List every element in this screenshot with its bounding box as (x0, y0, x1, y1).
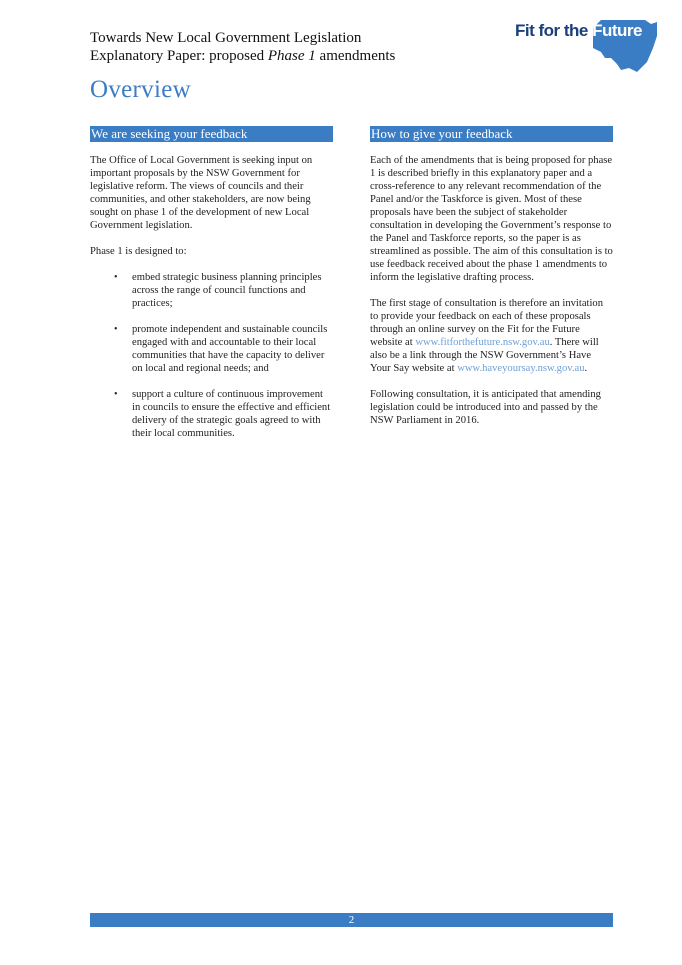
right-section-heading: How to give your feedback (370, 126, 613, 142)
logo-text-part1: Fit for the (515, 21, 593, 40)
bullet-glyph: • (114, 324, 118, 335)
page-footer (90, 913, 613, 927)
left-paragraph-2: Phase 1 is designed to: (90, 246, 187, 257)
list-item (90, 271, 333, 310)
right-paragraph-2-text-b: . There will also be a link through the NSW Government’s Have Your Say website at (370, 337, 599, 374)
list-item-text: support a culture of continuous improvement in councils to ensure the effective and efficient delivery of the strategic goals agreed to with their local communities. (132, 389, 331, 439)
header-title (90, 29, 361, 47)
header-title-text: Towards New Local Government Legislation (90, 30, 362, 46)
list-item-text: embed strategic business planning principles across the range of council functions and practices; (132, 272, 322, 309)
right-paragraph-3: Following consultation, it is anticipated that amending legislation could be introduced into and passed by the NSW Parliament in 2016. (370, 389, 601, 426)
right-paragraph-2-text-c: . (584, 363, 588, 374)
left-section-heading: We are seeking your feedback (90, 126, 333, 142)
bullet-glyph: • (114, 272, 118, 283)
fit-for-the-future-logo (515, 18, 657, 76)
list-item (90, 388, 333, 440)
bullet-glyph: • (114, 389, 118, 400)
phase-goals-list (90, 271, 333, 440)
header-subtitle-italic: Phase 1 (267, 48, 316, 64)
right-paragraph-2-text-a: The first stage of consultation is therefore an invitation to provide your feedback on each of these proposals through an online survey on the Fit for the Future website at (370, 298, 603, 348)
page-title: Overview (90, 76, 191, 103)
right-paragraph-1: Each of the amendments that is being proposed for phase 1 is described briefly in this explanatory paper and a cross-reference to any relevant recommendation of the Panel and/or the Taskforce is given. Most of these proposals have been the subject of stakeholder consultation in developing the Government’s response to the Panel and Taskforce reports, so the paper is as streamlined as possible. The aim of this consultation is to use feedback received about the phase 1 amendments to inform the legislative drafting process. (370, 155, 613, 283)
header-subtitle-suffix: amendments (315, 48, 396, 64)
left-paragraph-1: The Office of Local Government is seeking input on important proposals by the NSW Government for legislative reform. The views of councils and their communities, and other stakeholders, are now being sought on phase 1 of the development of new Local Government legislation. (90, 155, 313, 231)
page-number: 2 (348, 914, 355, 926)
header-subtitle (90, 47, 395, 65)
haveyoursay-link[interactable]: www.haveyoursay.nsw.gov.au (457, 363, 585, 374)
list-item (90, 323, 333, 375)
fitforthefuture-link[interactable]: www.fitforthefuture.nsw.gov.au (415, 337, 550, 348)
logo-wordmark (515, 21, 642, 41)
left-column (90, 126, 333, 453)
logo-text-part2: Future (592, 21, 642, 40)
right-paragraph-2 (370, 297, 613, 375)
header-subtitle-prefix: Explanatory Paper: proposed (90, 48, 268, 64)
right-column (370, 126, 613, 440)
list-item-text: promote independent and sustainable councils engaged with and accountable to their local communities that have the capacity to deliver on local and regional needs; and (132, 324, 328, 374)
